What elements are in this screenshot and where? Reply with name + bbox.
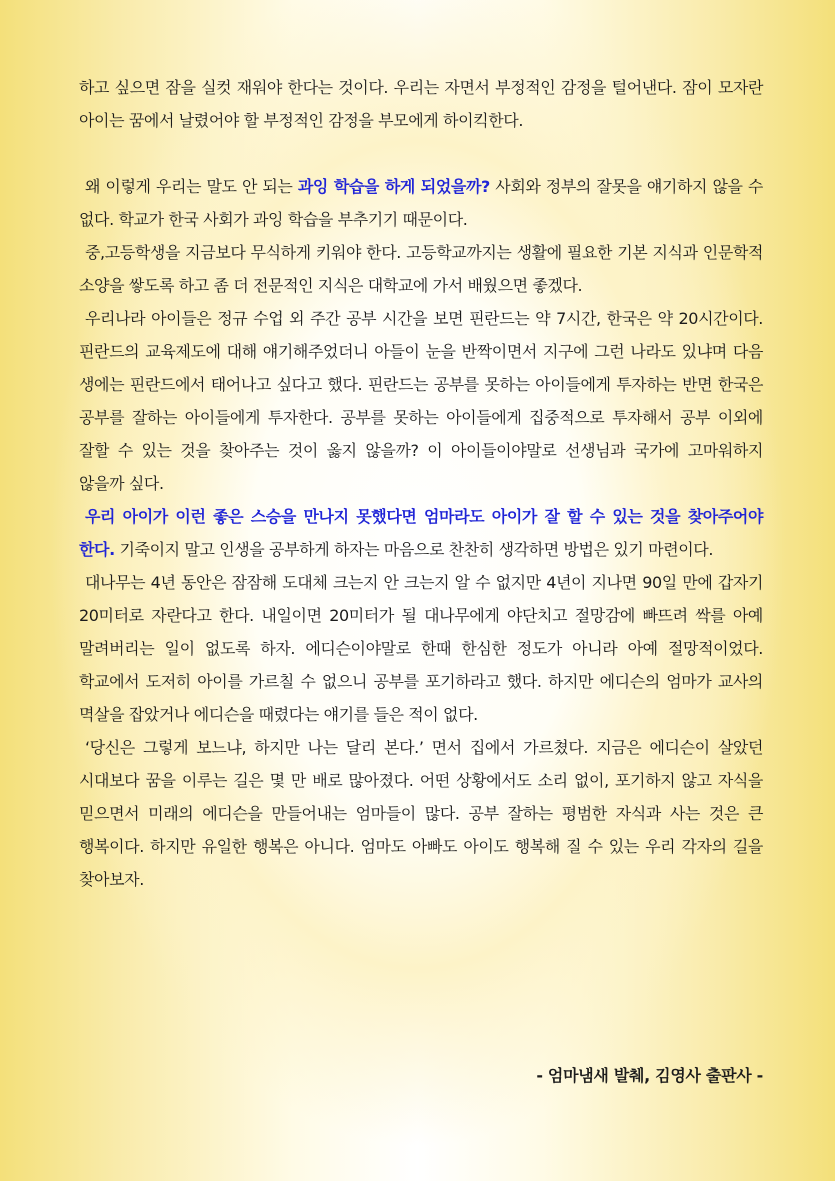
- paragraph-mother: [79, 500, 763, 566]
- paragraph-students: 중,고등학생을 지금보다 무식하게 키워야 한다. 고등학교까지는 생활에 필요한 기본 지식과 인문학적 소양을 쌓도록 하고 좀 더 전문적인 지식은 대학교에 가서 배웠으면 좋겠다.: [79, 243, 763, 295]
- source-citation: - 엄마냄새 발췌, 김영사 출판사 -: [536, 1066, 763, 1085]
- paragraph-overlearning-lead: 왜 이렇게 우리는 말도 안 되는: [85, 177, 298, 196]
- paragraph-gap: [79, 137, 763, 170]
- paragraph-bamboo: 대나무는 4년 동안은 잠잠해 도대체 크는지 안 크는지 알 수 없지만 4년이 지나면 90일 만에 갑자기 20미터로 자란다고 한다. 내일이면 20미터가 될 대나무에게 야단치고 절망감에 빠뜨려 싹를 아예 말려버리는 일이 없도록 하자. 에디슨이야말로 한때 한심한 정도가 아니라 아예 절망적이었다. 학교에서 도저히 아이를 가르칠 수 없으니 공부를 포기하라고 했다. 하지만 에디슨의 엄마가 교사의 멱살을 잡았거나 에디슨을 때렸다는 얘기를 들은 적이 없다.: [79, 573, 763, 724]
- highlight-overlearning: 과잉 학습을 하게 되었을까?: [297, 177, 490, 196]
- paragraph-overlearning-rest: 사회와 정부의 잘못을 얘기하지 않을 수 없다. 학교가 한국 사회가 과잉 학습을 부추기기 때문이다.: [79, 177, 763, 229]
- paragraph-finland: 우리나라 아이들은 정규 수업 외 주간 공부 시간을 보면 핀란드는 약 7시간, 한국은 약 20시간이다. 핀란드의 교육제도에 대해 얘기해주었더니 아들이 눈을 반짝이면서 지구에 그런 나라도 있냐며 다음 생에는 핀란드에서 태어나고 싶다고 했다. 핀란드는 공부를 못하는 아이들에게 투자하는 반면 한국은 공부를 잘하는 아이들에게 투자한다. 공부를 못하는 아이들에게 집중적으로 투자해서 공부 이외에 잘할 수 있는 것을 찾아주는 것이 옳지 않을까? 이 아이들이야말로 선생님과 국가에 고마워하지 않을까 싶다.: [79, 309, 763, 493]
- document-body: [79, 71, 763, 896]
- paragraph-edison: ‘당신은 그렇게 보느냐, 하지만 나는 달리 본다.’ 면서 집에서 가르쳤다. 지금은 에디슨이 살았던 시대보다 꿈을 이루는 길은 몇 만 배로 많아졌다. 어떤 상황에서도 소리 없이, 포기하지 않고 자식을 믿으면서 미래의 에디슨을 만들어내는 엄마들이 많다. 공부 잘하는 평범한 자식과 사는 것은 큰 행복이다. 하지만 유일한 행복은 아니다. 엄마도 아빠도 아이도 행복해 질 수 있는 우리 각자의 길을 찾아보자.: [79, 738, 763, 889]
- paragraph-mother-rest: 기죽이지 말고 인생을 공부하게 하자는 마음으로 찬찬히 생각하면 방법은 있기 마련이다.: [114, 540, 714, 559]
- highlight-mother: 우리 아이가 이런 좋은 스승을 만나지 못했다면 엄마라도 아이가 잘 할 수 있는 것을 찾아주어야 한다.: [79, 507, 763, 559]
- paragraph-sleep: 하고 싶으면 잠을 실컷 재워야 한다는 것이다. 우리는 자면서 부정적인 감정을 털어낸다. 잠이 모자란 아이는 꿈에서 날렸어야 할 부정적인 감정을 부모에게 하이킥한다.: [79, 78, 763, 130]
- paragraph-overlearning: [79, 170, 763, 236]
